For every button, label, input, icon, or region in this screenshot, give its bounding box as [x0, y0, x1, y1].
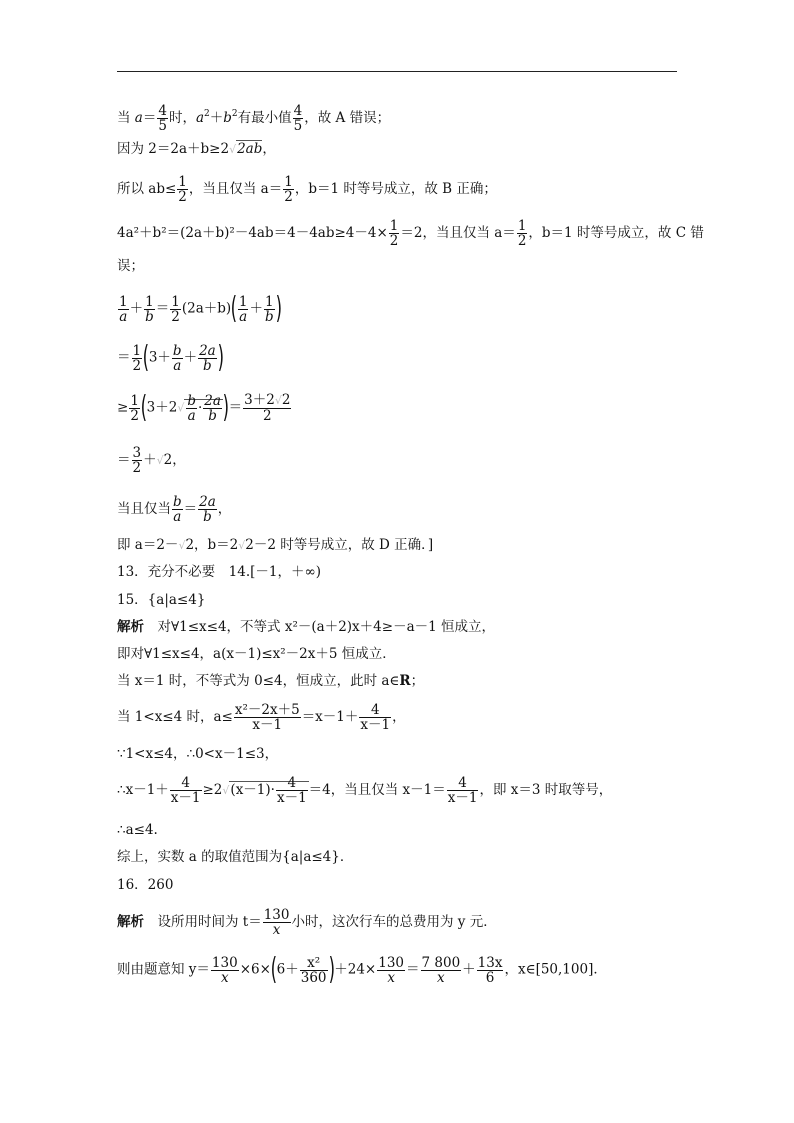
line-9: ＝ $\frac{3}{2}$ ＋√2，	[117, 445, 186, 476]
line-15: 15．{a|a≤4}	[117, 592, 206, 608]
line-18: 当 x＝1 时，不等式为 0≤4，恒成立，此时 a∈R；	[117, 673, 425, 689]
line-22: ∴a≤4.	[117, 822, 158, 838]
line-19: 当 1<x≤4 时，a≤ $\frac{\text{x²－2x＋5}}{x-1}$ ＝x－1＋ $\frac{4}{x-1}$ ，	[117, 702, 406, 733]
line-7: ＝ $\frac{1}{2}$ (3＋ $\frac{b}{a}$ ＋ $\frac{2a}{b}$ )	[117, 340, 224, 375]
fraction: $\frac{4}{5}$	[293, 103, 303, 134]
line-16: 解析 对∀1≤x≤4，不等式 x²－(a＋2)x＋4≥－a－1 恒成立，	[117, 619, 495, 635]
fraction: $\frac{1}{2}$	[178, 174, 187, 205]
line-3: 所以 ab≤ $\frac{1}{2}$ ，当且仅当 a＝ $\frac{1}{2}$ ，b＝1 时等号成立，故 B 正确；	[117, 174, 497, 205]
line-8: ≥ $\frac{1}{2}$ (3＋2√ $\frac{b}{a}$ · $\frac{2a}{b}$ )＝ $\frac{3+2√2}{2}$	[117, 390, 291, 425]
line-10: 当且仅当 $\frac{b}{a}$ ＝ $\frac{2a}{b}$ ，	[117, 494, 232, 525]
line-4: 4a²＋b²＝(2a＋b)²－4ab＝4－4ab≥4－4× $\frac{1}{2}$ ＝2，当且仅当 a＝ $\frac{1}{2}$ ，b＝1 时等号成立，故 C 错	[117, 218, 704, 249]
fraction: $\frac{4}{5}$	[158, 103, 167, 134]
line-21: ∴x－1＋ $\frac{4}{x-1}$ ≥2√(x－1)· $\frac{4}{x-1}$ ＝4，当且仅当 x－1＝ $\frac{4}{x-1}$ ，即 x＝3 时取等号，	[117, 775, 613, 806]
line-13: 13．充分不必要 14.[－1，＋∞)	[117, 564, 322, 580]
line-17: 即对∀1≤x≤4，a(x－1)≤x²－2x＋5 恒成立．	[117, 646, 396, 662]
line-5: 误；	[117, 258, 144, 274]
line-11: 即 a＝2－√2，b＝2√2－2 时等号成立，故 D 正确．]	[117, 537, 434, 553]
line-23: 综上，实数 a 的取值范围为{a|a≤4}．	[117, 849, 354, 865]
fraction: $\frac{1}{2}$	[517, 218, 527, 249]
line-20: ∵1<x≤4，∴0<x－1≤3，	[117, 746, 279, 762]
line-26: 则由题意知 y＝ $\frac{130}{x}$ ×6×(6＋ $\frac{\text{x²}}{360}$ )＋24× $\frac{130}{x}$ ＝ $\frac{7 800}{x}$ ＋ $\frac{13x}{6}$ ，x∈[50,100]．	[117, 952, 607, 987]
header-rule	[117, 71, 677, 72]
line-6: $\frac{1}{a}$ ＋ $\frac{1}{b}$ ＝ $\frac{1}{2}$ (2a＋b)( $\frac{1}{a}$ ＋ $\frac{1}{b}$ )	[119, 291, 282, 326]
line-24: 16．260	[117, 877, 174, 893]
fraction: $\frac{1}{2}$	[389, 218, 399, 249]
line-2: 因为 2＝2a＋b≥2√2ab，	[117, 141, 276, 157]
line-25: 解析 设所用时间为 t＝ $\frac{130}{x}$ 小时，这次行车的总费用为 y 元．	[117, 907, 497, 938]
line-1: 当 a＝ $\frac{4}{5}$ 时，$a^2+b^2$有最小值 $\frac{4}{5}$ ，故 A 错误；	[117, 103, 391, 134]
fraction: $\frac{1}{2}$	[284, 174, 293, 205]
text: 当	[117, 110, 131, 126]
